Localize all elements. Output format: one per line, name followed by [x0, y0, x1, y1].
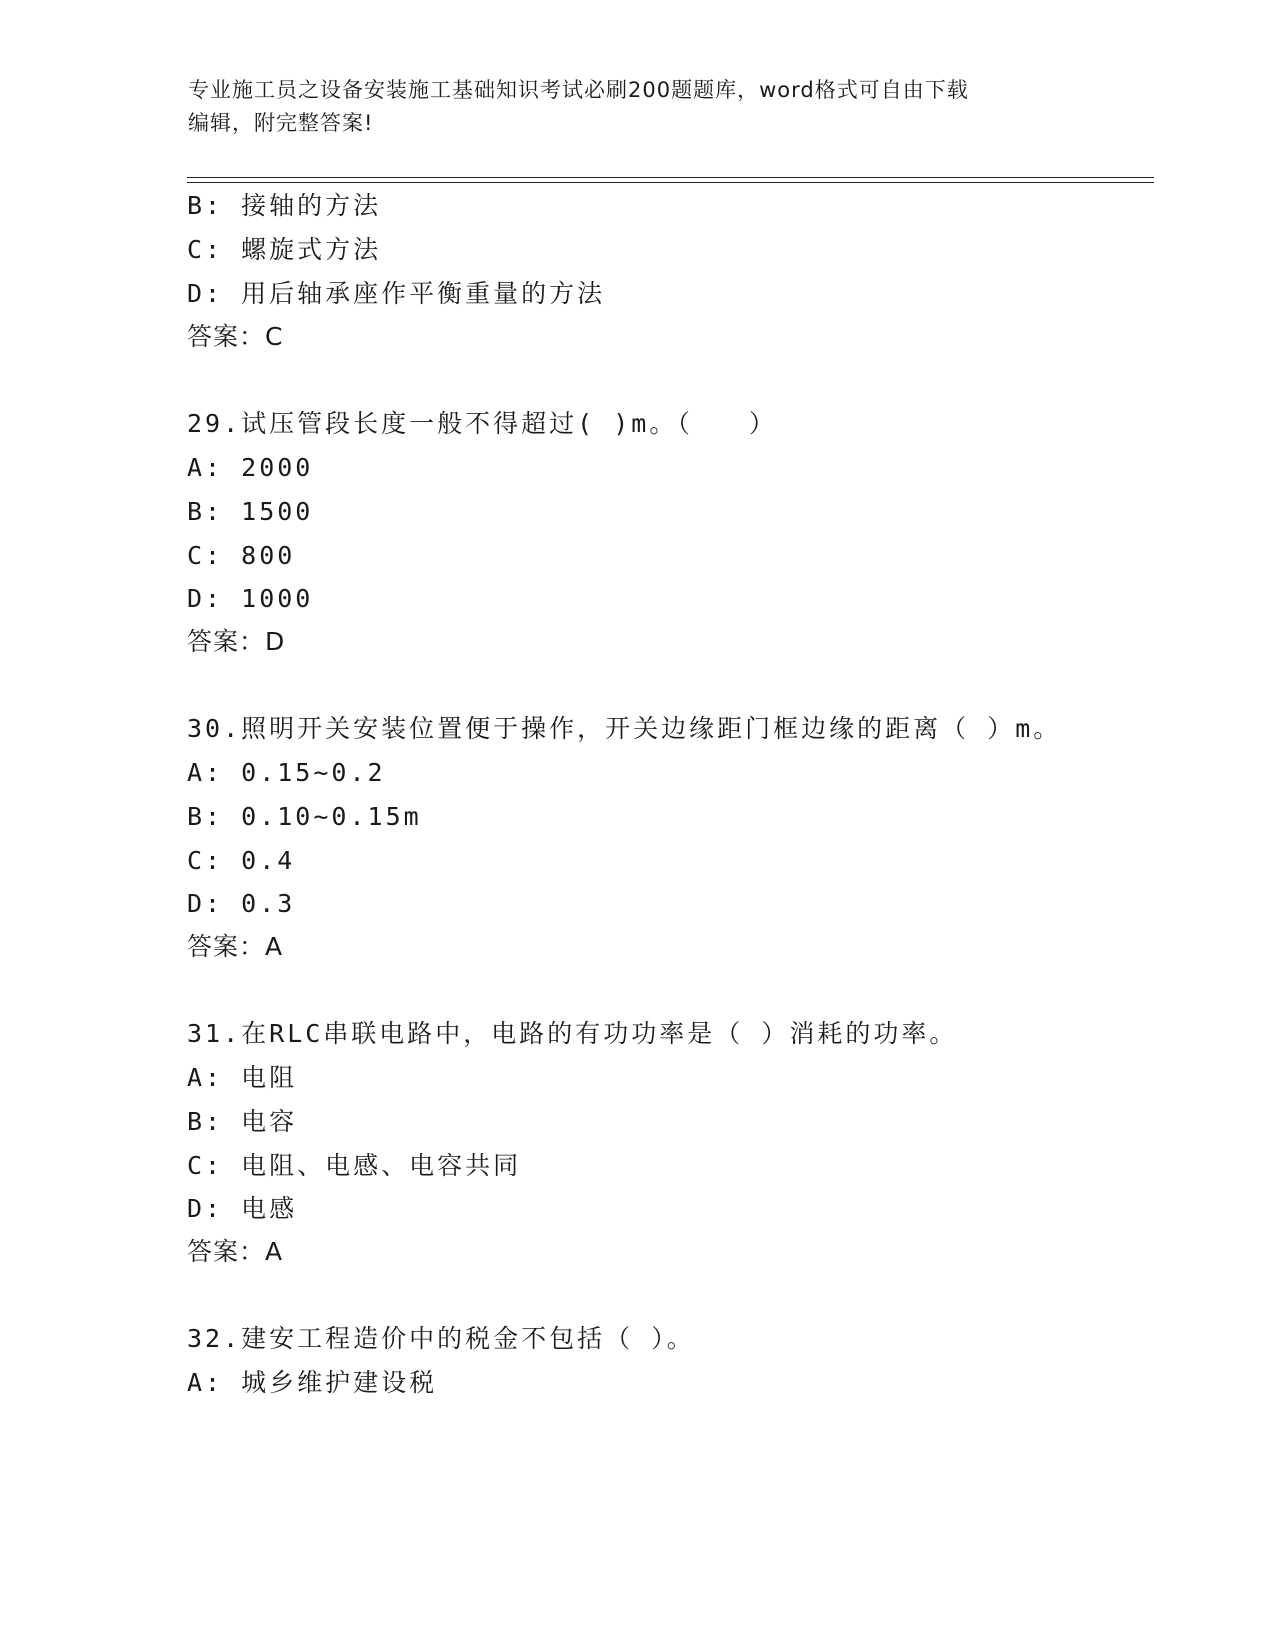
option-line: B: 电容	[187, 1107, 298, 1136]
option-line: D: 1000	[187, 584, 314, 613]
question-line: 29.试压管段长度一般不得超过( )m。（ ）	[187, 409, 777, 438]
option-line: A: 0.15~0.2	[187, 758, 386, 787]
question-line: 31.在RLC串联电路中，电路的有功功率是（ ）消耗的功率。	[187, 1019, 958, 1048]
answer-line: 答案：A	[187, 1237, 284, 1266]
option-line: D: 用后轴承座作平衡重量的方法	[187, 279, 606, 308]
option-line: A: 2000	[187, 453, 314, 482]
answer-line: 答案：A	[187, 932, 284, 961]
option-line: C: 800	[187, 541, 296, 570]
option-line: A: 电阻	[187, 1063, 298, 1092]
header-divider-bottom	[187, 182, 1154, 183]
option-line: B: 1500	[187, 497, 314, 526]
option-line: B: 0.10~0.15m	[187, 802, 422, 831]
option-line: C: 0.4	[187, 846, 296, 875]
option-line: A: 城乡维护建设税	[187, 1368, 438, 1397]
header-divider-top	[187, 177, 1154, 178]
question-line: 32.建安工程造价中的税金不包括（ ）。	[187, 1324, 695, 1353]
header-title-line-1: 专业施工员之设备安装施工基础知识考试必刷200题题库，word格式可自由下载	[188, 78, 969, 102]
option-line: C: 电阻、电感、电容共同	[187, 1151, 522, 1180]
option-line: D: 0.3	[187, 889, 296, 918]
header-title-line-2: 编辑，附完整答案!	[188, 111, 374, 135]
document-header	[188, 74, 1088, 140]
option-line: C: 螺旋式方法	[187, 235, 382, 264]
option-line: D: 电感	[187, 1194, 298, 1223]
question-line: 30.照明开关安装位置便于操作，开关边缘距门框边缘的距离（ ）m。	[187, 714, 1062, 743]
answer-line: 答案：D	[187, 627, 286, 656]
option-line: B: 接轴的方法	[187, 191, 382, 220]
answer-line: 答案：C	[187, 322, 284, 351]
